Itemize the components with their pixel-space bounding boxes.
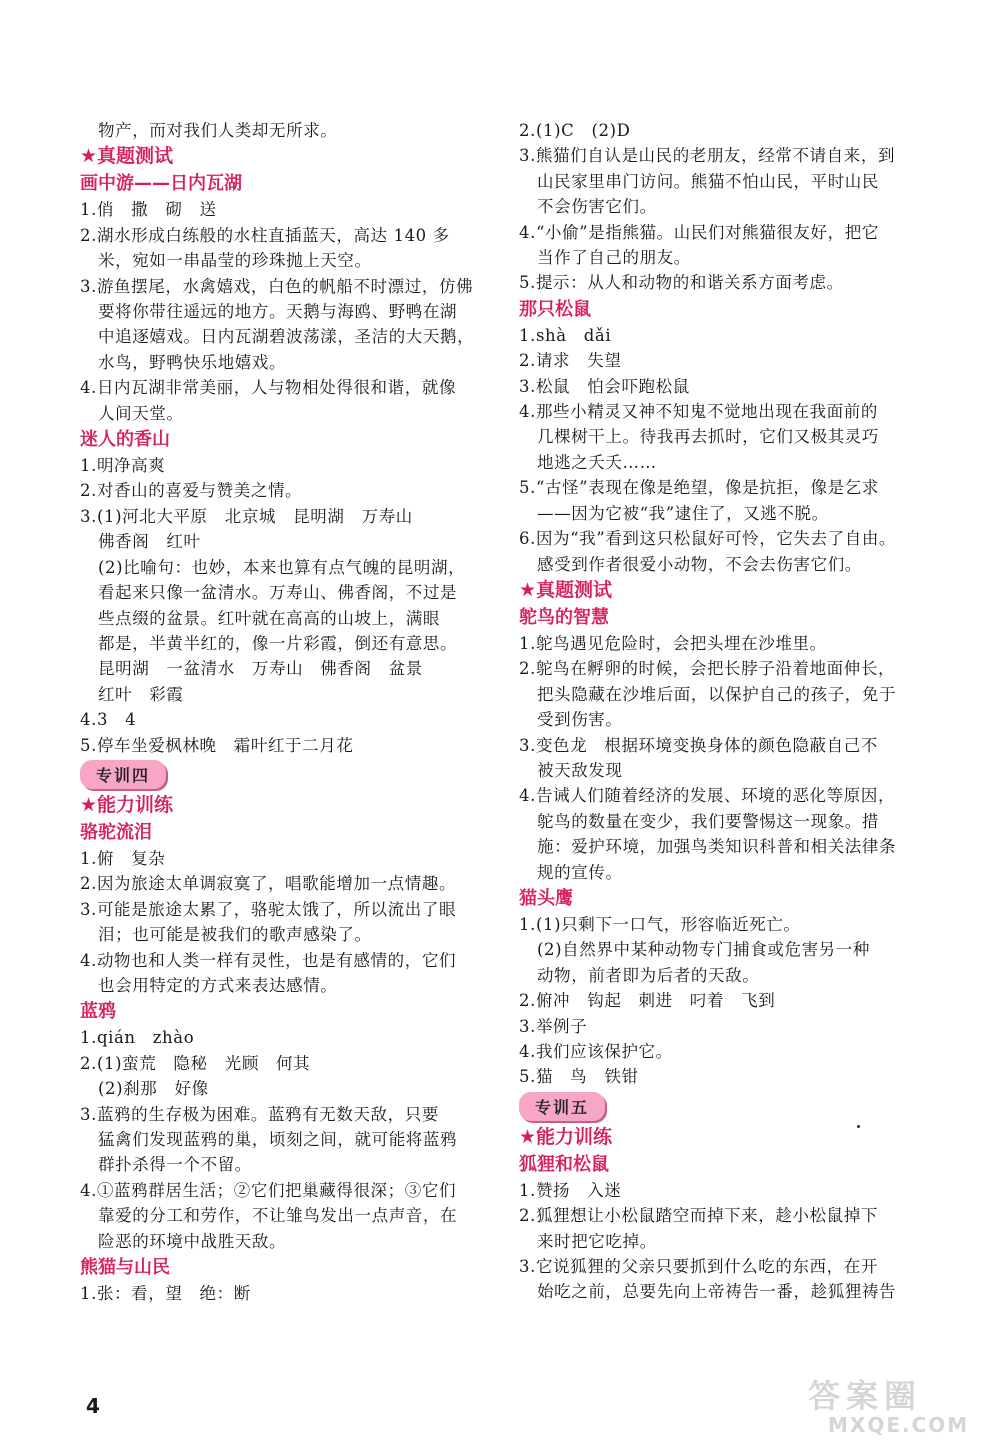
answer-line: 都是，半黄半红的，像一片彩霞，倒还有意思。 <box>98 633 458 653</box>
answer-line: 不会伤害它们。 <box>537 197 657 217</box>
answer-line: 泪；也可能是被我们的歌声感染了。 <box>98 925 372 945</box>
answer-line: 看起来只像一盆清水。万寿山、佛香阁，不过是 <box>98 583 458 603</box>
answer-line: 1.(1)只剩下一口气，形容临近死亡。 <box>519 914 801 934</box>
answer-line: 1.qián zhào <box>80 1028 195 1048</box>
answer-line: 猛禽们发现蓝鸦的巢，顷刻之间，就可能将蓝鸦 <box>98 1130 458 1149</box>
article-title: 狐狸和松鼠 <box>519 1153 609 1175</box>
answer-line: 人间天堂。 <box>98 403 184 423</box>
answer-line: 当作了自己的朋友。 <box>537 248 691 268</box>
article-title: 熊猫与山民 <box>80 1257 170 1279</box>
answer-line: 3.蓝鸦的生存极为困难。蓝鸦有无数天敌，只要 <box>80 1104 439 1124</box>
answer-line: 些点缀的盆景。红叶就在高高的山坡上，满眼 <box>98 608 440 628</box>
answer-line: 1.俏 撒 砌 送 <box>80 200 217 220</box>
answer-line: 6.因为“我”看到这只松鼠好可怜，它失去了自由。 <box>519 529 897 549</box>
answer-line: 5.提示：从人和动物的和谐关系方面考虑。 <box>519 273 844 293</box>
answer-line: 中追逐嬉戏。日内瓦湖碧波荡漾，圣洁的大天鹅， <box>98 327 475 347</box>
answer-line: 米，宛如一串晶莹的珍珠抛上天空。 <box>98 251 372 271</box>
answer-line: 感受到作者很爱小动物，不会去伤害它们。 <box>537 554 862 574</box>
answer-line: 3.可能是旅途太累了，骆驼太饿了，所以流出了眼 <box>80 899 457 919</box>
answer-line: 靠爱的分工和劳作，不让雏鸟发出一点声音，在 <box>98 1206 458 1226</box>
answer-line: 3.松鼠 怕会吓跑松鼠 <box>519 376 690 396</box>
answer-line: 2.(1)C (2)D <box>519 121 631 140</box>
answer-line: 2.鸵鸟在孵卵的时候，会把长脖子沿着地面伸长， <box>519 659 896 679</box>
answer-line: 1.张：看，望 绝：断 <box>80 1284 251 1304</box>
answer-line: 昆明湖 一盆清水 万寿山 佛香阁 盆景 <box>98 659 423 679</box>
answer-line: 3.游鱼摆尾，水禽嬉戏，白色的帆船不时漂过，仿佛 <box>80 276 474 296</box>
answer-line: 4.动物也和人类一样有灵性，也是有感情的，它们 <box>80 950 457 970</box>
watermark-line2: MXQE.COM <box>828 1413 970 1437</box>
answer-line: 鸵鸟的数量在变少，我们要警惕这一现象。措 <box>537 811 879 831</box>
answer-line: 1.俯 复杂 <box>80 848 166 868</box>
answer-line: (2)刹那 好像 <box>98 1079 209 1099</box>
answer-line: 3.变色龙 根据环境变换身体的颜色隐蔽自己不 <box>519 735 878 755</box>
answer-line: 2.(1)蛮荒 隐秘 光顾 何其 <box>80 1053 311 1073</box>
unit-badge-row <box>80 758 520 792</box>
answer-line: 被天敌发现 <box>537 760 623 780</box>
answer-line: 来时把它吃掉。 <box>537 1231 657 1251</box>
answer-line: 1.明净高爽 <box>80 456 166 476</box>
answer-line: 把头隐藏在沙堆后面，以保护自己的孩子，免于 <box>537 684 897 704</box>
answer-line: 动物，前者即为后者的天敌。 <box>537 965 760 985</box>
answer-line: 2.请求 失望 <box>519 351 622 371</box>
answer-line: 水鸟，野鸭快乐地嬉戏。 <box>98 352 287 372</box>
answer-line: 地逃之夭夭…… <box>537 452 657 472</box>
answer-line: 受到伤害。 <box>537 710 623 730</box>
answer-line: 3.(1)河北大平原 北京城 昆明湖 万寿山 <box>80 506 413 526</box>
answer-line: (2)比喻句：也妙，本来也算有点气魄的昆明湖， <box>98 557 466 577</box>
answer-line: 物产，而对我们人类却无所求。 <box>98 121 338 140</box>
answer-line: 4.我们应该保护它。 <box>519 1042 673 1061</box>
answer-line: 5.猫 鸟 铁钳 <box>519 1067 639 1087</box>
answer-line: 2.湖水形成白练般的水柱直插蓝天，高达 140 多 <box>80 225 450 245</box>
answer-line: 1.shà dǎi <box>519 325 612 345</box>
article-title: 画中游——日内瓦湖 <box>80 173 242 195</box>
answer-line: 几棵树干上。待我再去抓时，它们又极其灵巧 <box>537 427 879 447</box>
answer-line: 4.3 4 <box>80 710 137 730</box>
unit-badge: 专训五 <box>519 1092 605 1121</box>
answer-line: 3.它说狐狸的父亲只要抓到什么吃的东西，在开 <box>519 1257 878 1277</box>
section-star-heading: ★能力训练 <box>519 1125 613 1148</box>
answer-line: 4.告诫人们随着经济的发展、环境的恶化等原因， <box>519 786 896 806</box>
answer-line: 1.赞扬 入迷 <box>519 1180 622 1200</box>
answer-line: 2.因为旅途太单调寂寞了，唱歌能增加一点情趣。 <box>80 874 457 894</box>
answer-line: 规的宣传。 <box>537 862 623 882</box>
page-number: 4 <box>86 1394 100 1418</box>
answer-line: 要将你带往遥远的地方。天鹅与海鸥、野鸭在湖 <box>98 302 458 322</box>
answer-line: 施：爱护环境，加强鸟类知识科普和相关法律条 <box>537 837 897 857</box>
answer-line: 4.日内瓦湖非常美丽，人与物相处得很和谐，就像 <box>80 378 457 398</box>
unit-badge: 专训四 <box>80 760 166 789</box>
answer-line: 始吃之前，总要先向上帝祷告一番，趁狐狸祷告 <box>537 1282 897 1302</box>
answer-line: 1.鸵鸟遇见危险时，会把头埋在沙堆里。 <box>519 633 827 653</box>
article-title: 迷人的香山 <box>80 429 170 451</box>
article-title: 蓝鸦 <box>80 1001 116 1023</box>
article-title: 骆驼流泪 <box>80 821 152 843</box>
article-title: 鸵鸟的智慧 <box>519 606 609 628</box>
answer-line: 2.俯冲 钩起 刺进 叼着 飞到 <box>519 991 776 1011</box>
answer-line: 也会用特定的方式来表达感情。 <box>98 975 338 995</box>
watermark-line1: 答案圈 <box>808 1377 923 1415</box>
answer-line: ——因为它被“我”逮住了，又逃不脱。 <box>537 503 829 523</box>
answer-line: 5.停车坐爱枫林晚 霜叶红于二月花 <box>80 735 354 755</box>
watermark-logo <box>808 1378 978 1442</box>
article-title: 那只松鼠 <box>519 298 591 320</box>
answer-line: 险恶的环境中战胜天敌。 <box>98 1231 287 1251</box>
section-star-heading: ★真题测试 <box>519 578 613 601</box>
answer-line: 佛香阁 红叶 <box>98 532 201 552</box>
answer-line: 山民家里串门访问。熊猫不怕山民，平时山民 <box>537 171 879 191</box>
section-star-heading: ★能力训练 <box>80 793 174 816</box>
answer-line: 红叶 彩霞 <box>98 684 184 704</box>
answer-line: 4.①蓝鸦群居生活；②它们把巢藏得很深；③它们 <box>80 1180 457 1200</box>
answer-line: 2.对香山的喜爱与赞美之情。 <box>80 481 303 501</box>
answer-line: 4.那些小精灵又神不知鬼不觉地出现在我面前的 <box>519 402 878 422</box>
article-title: 猫头鹰 <box>519 887 573 909</box>
section-star-heading: ★真题测试 <box>80 145 174 168</box>
answer-line: 5.“古怪”表现在像是绝望，像是抗拒，像是乞求 <box>519 478 879 498</box>
answer-line: 3.熊猫们自认是山民的老朋友，经常不请自来，到 <box>519 146 896 166</box>
right-column <box>519 118 959 1305</box>
stray-dot <box>857 1125 860 1128</box>
unit-badge-row <box>519 1090 959 1124</box>
left-column <box>80 118 520 1306</box>
answer-line: (2)自然界中某种动物专门捕食或危害另一种 <box>537 940 870 960</box>
answer-line: 4.“小偷”是指熊猫。山民们对熊猫很友好，把它 <box>519 222 879 242</box>
answer-line: 群扑杀得一个不留。 <box>98 1155 252 1175</box>
answer-line: 3.举例子 <box>519 1016 588 1036</box>
answer-line: 2.狐狸想让小松鼠踏空而掉下来，趁小松鼠掉下 <box>519 1206 878 1226</box>
